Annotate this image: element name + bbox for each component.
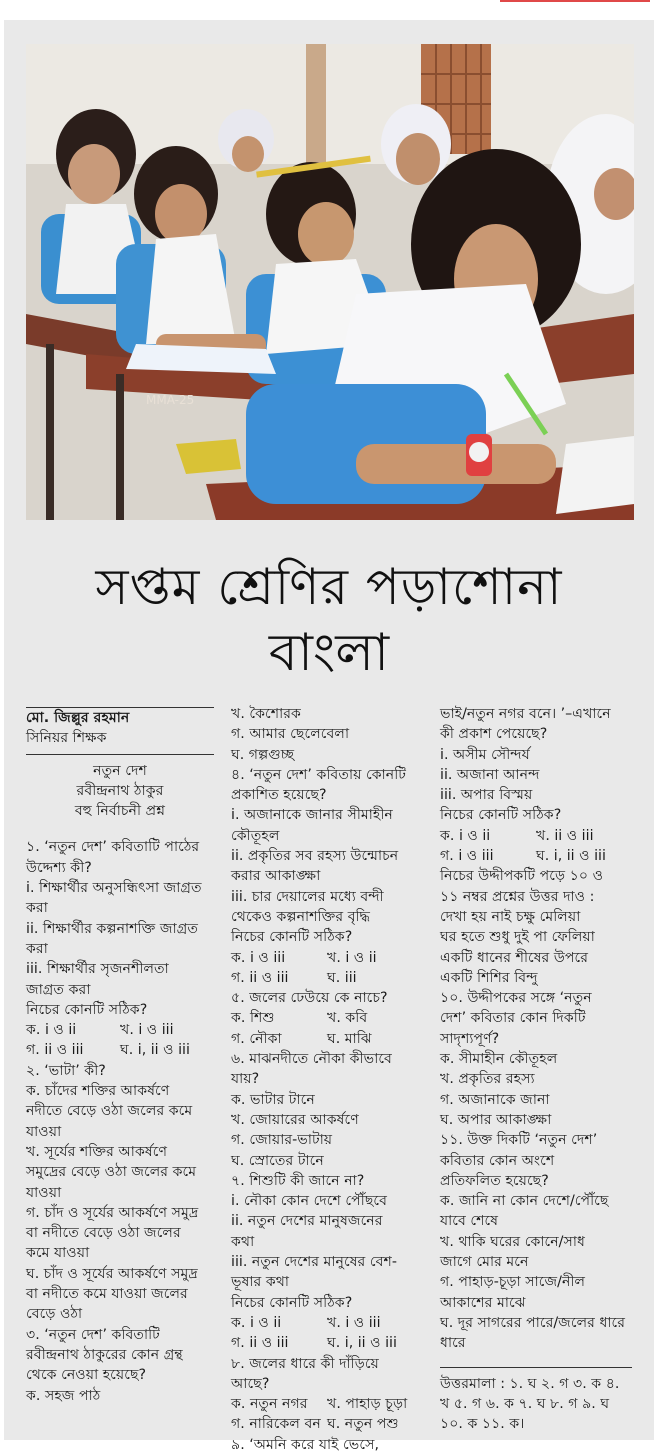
answer-key — [440, 1374, 632, 1435]
text-line: গ. অজানাকে জানা — [440, 1091, 550, 1108]
text-line: ভাই/নতুন নগর বনে। ’–এখানে — [440, 706, 611, 722]
option-text: খ. ii ও iii — [536, 827, 594, 844]
option-text: গ. ii ও iii — [231, 969, 289, 986]
option-text: ক. নতুন নগর — [231, 1396, 308, 1413]
text-line: ঘ. গল্পগুচ্ছ — [231, 746, 295, 763]
option-row — [231, 948, 423, 968]
text-line: ৭. শিশুটি কী জানে না? — [231, 1172, 365, 1189]
option-row — [231, 1008, 423, 1028]
text-line: খ. থাকি ঘরের কোনে/সাধ — [440, 1233, 585, 1250]
option-text: খ. i ও iii — [120, 1022, 174, 1039]
newspaper-page — [4, 20, 654, 1453]
option-text: ক. i ও iii — [231, 949, 286, 966]
option-row — [231, 968, 423, 988]
text-line: ক. সীমাহীন কৌতূহল — [440, 1051, 558, 1068]
option-text: গ. নৌকা — [231, 1030, 282, 1047]
text-line: ভূষার কথা — [231, 1274, 290, 1291]
text-line: ৩. ‘নতুন দেশ’ কবিতাটি — [26, 1326, 160, 1343]
option-text: ক. i ও ii — [26, 1022, 77, 1039]
text-line: i. শিক্ষার্থীর অনুসন্ধিৎসা জাগ্রত — [26, 880, 202, 897]
column-3 — [440, 704, 632, 1434]
text-line: iii. চার দেয়ালের মধ্যে বন্দী — [231, 888, 384, 905]
option-row — [231, 1414, 423, 1434]
option-text: ঘ. i, ii ও iii — [536, 848, 606, 865]
text-line: খ. জোয়ারের আকর্ষণে — [231, 1111, 359, 1128]
option-text: খ. i ও ii — [327, 949, 377, 966]
text-line: প্রতিফলিত হয়েছে? — [440, 1172, 549, 1189]
option-text: ঘ. i, ii ও iii — [120, 1042, 190, 1059]
text-line: কবিতার কোন অংশে — [440, 1152, 555, 1169]
text-line: ক. সহজ পাঠ — [26, 1387, 101, 1404]
text-line: iii. শিক্ষার্থীর সৃজনশীলতা — [26, 961, 169, 978]
text-line: আকাশের মাঝে — [440, 1294, 526, 1311]
text-line: প্রকাশিত হয়েছে? — [231, 787, 327, 804]
text-line: যাওয়া — [26, 1123, 62, 1140]
text-line: জাগে মোর মনে — [440, 1254, 529, 1271]
text-line: ii. নতুন দেশের মানুষজনের — [231, 1213, 383, 1230]
option-text: খ. কবি — [327, 1010, 368, 1027]
text-line: ক. চাঁদের শক্তির আকর্ষণে — [26, 1083, 170, 1100]
option-text: খ. i ও iii — [327, 1314, 381, 1331]
text-line: গ. চাঁদ ও সূর্যের আকর্ষণে সমুদ্র — [26, 1204, 199, 1221]
option-row — [231, 1029, 423, 1049]
text-line: উত্তরমালা : ১. ঘ ২. গ ৩. ক ৪. — [440, 1375, 620, 1392]
text-line: খ. প্রকৃতির রহস্য — [440, 1071, 535, 1088]
column-3-body — [440, 704, 632, 1354]
text-line: i. নৌকা কোন দেশে পৌঁছবে — [231, 1193, 388, 1210]
text-line: নিচের কোনটি সঠিক? — [231, 1294, 353, 1311]
option-text: ঘ. iii — [327, 969, 357, 986]
text-line: ঘ. চাঁদ ও সূর্যের আকর্ষণে সমুদ্র — [26, 1265, 198, 1282]
text-line: ২. ‘ভাটা’ কী? — [26, 1062, 106, 1079]
text-line: যায়? — [231, 1071, 260, 1088]
text-line: থেকে নেওয়া হয়েছে? — [26, 1367, 147, 1384]
text-line: ধারে — [440, 1335, 466, 1352]
text-line: বা নদীতে বেড়ে ওঠা জলের — [26, 1225, 181, 1242]
text-line: আছে? — [231, 1375, 270, 1392]
text-line: খ. কৈশোরক — [231, 706, 301, 722]
text-line: গ. পাহাড়-চূড়া সাজে/নীল — [440, 1274, 586, 1291]
option-text: ঘ. নতুন পশু — [327, 1416, 399, 1433]
column-2-body — [231, 704, 423, 1455]
text-line: নিচের কোনটি সঠিক? — [231, 929, 353, 946]
text-line: ঘ. অপার আকাঙ্ক্ষা — [440, 1111, 552, 1128]
text-line: ৫. জলের ঢেউয়ে কে নাচে? — [231, 990, 388, 1007]
author-name: মো. জিল্লুর রহমান — [26, 710, 130, 726]
option-text: গ. i ও iii — [440, 848, 494, 865]
text-line: কৌতূহল — [231, 827, 280, 844]
text-line: ৬. মাঝনদীতে নৌকা কীভাবে — [231, 1051, 392, 1068]
text-line: ১১. উক্ত দিকটি ‘নতুন দেশ’ — [440, 1132, 598, 1149]
option-text: ক. i ও ii — [440, 827, 491, 844]
text-line: নিচের উদ্দীপকটি পড়ে ১০ ও — [440, 868, 604, 885]
option-text: ক. i ও ii — [231, 1314, 282, 1331]
text-line: নিচের কোনটি সঠিক? — [440, 807, 562, 824]
text-line: ৮. জলের ধারে কী দাঁড়িয়ে — [231, 1355, 379, 1372]
text-line: একটি শিশির বিন্দু — [440, 969, 538, 986]
option-row — [440, 846, 632, 866]
top-accent-line — [0, 0, 666, 2]
option-row — [26, 1020, 214, 1040]
text-line: নদীতে বেড়ে ওঠা জলের কমে — [26, 1103, 193, 1120]
text-line: কমে যাওয়া — [26, 1245, 90, 1262]
option-row — [26, 1040, 214, 1060]
option-row — [440, 826, 632, 846]
option-row — [231, 1394, 423, 1414]
text-line: ১০. ক ১১. ক। — [440, 1416, 525, 1433]
option-text: খ. পাহাড় চূড়া — [327, 1396, 408, 1413]
option-text: গ. ii ও iii — [231, 1335, 289, 1352]
option-text: ঘ. i, ii ও iii — [327, 1335, 397, 1352]
text-line: বা নদীতে কমে যাওয়া জলের — [26, 1286, 188, 1303]
text-line: iii. অপার বিস্ময় — [440, 787, 533, 804]
text-line: গ. জোয়ার-ভাটায় — [231, 1132, 333, 1149]
text-line: ii. প্রকৃতির সব রহস্য উন্মোচন — [231, 848, 399, 865]
text-line: ঘ. দূর সাগরের পারে/জলের ধারে — [440, 1314, 626, 1331]
text-line: খ ৫. গ ৬. ক ৭. ঘ ৮. গ ৯. ঘ — [440, 1395, 610, 1412]
text-line: করা — [26, 900, 48, 917]
text-line: খ. সূর্যের শক্তির আকর্ষণে — [26, 1143, 168, 1160]
headline-line2: বাংলা — [268, 623, 390, 683]
text-line: iii. নতুন দেশের মানুষের বেশ- — [231, 1254, 398, 1271]
desk-marking: MMA-25 — [146, 393, 195, 407]
text-line: ১১ নম্বর প্রশ্নের উত্তর দাও : — [440, 888, 595, 905]
author-role: সিনিয়র শিক্ষক — [26, 730, 107, 747]
text-line: ii. শিক্ষার্থীর কল্পনাশক্তি জাগ্রত — [26, 920, 198, 937]
text-line: রবীন্দ্রনাথ ঠাকুরের কোন গ্রন্থ — [26, 1346, 183, 1363]
text-line: ১০. উদ্দীপকের সঙ্গে ‘নতুন — [440, 990, 592, 1007]
exam-photo — [26, 44, 634, 520]
text-line: উদ্দেশ্য কী? — [26, 859, 92, 876]
text-line: কী প্রকাশ পেয়েছে? — [440, 726, 548, 743]
option-text: ঘ. মাঝি — [327, 1030, 372, 1047]
text-line: থেকেও কল্পনাশক্তির বৃদ্ধি — [231, 908, 371, 925]
section-topic: নতুন দেশ — [93, 762, 147, 779]
text-line: জাগ্রত করা — [26, 981, 91, 998]
text-line: সমুদ্রের বেড়ে ওঠা জলের কমে — [26, 1164, 197, 1181]
text-line: বেড়ে ওঠা — [26, 1306, 83, 1323]
text-line: একটি ধানের শীষের উপরে — [440, 949, 589, 966]
text-line: যাবে শেষে — [440, 1213, 499, 1230]
column-1 — [26, 704, 214, 1406]
text-line: যাওয়া — [26, 1184, 62, 1201]
text-line: ১. ‘নতুন দেশ’ কবিতাটি পাঠের — [26, 839, 200, 856]
column-1-body — [26, 837, 214, 1405]
text-line: ৪. ‘নতুন দেশ’ কবিতায় কোনটি — [231, 766, 407, 783]
text-line: ক. ভাটার টানে — [231, 1091, 315, 1108]
text-line: দেশ’ কবিতার কোন দিকটি — [440, 1010, 586, 1027]
section-poet: রবীন্দ্রনাথ ঠাকুর — [76, 782, 164, 799]
text-line: i. অসীম সৌন্দর্য — [440, 746, 530, 763]
option-text: গ. ii ও iii — [26, 1042, 84, 1059]
text-line: নিচের কোনটি সঠিক? — [26, 1001, 148, 1018]
text-line: কথা — [231, 1233, 255, 1250]
text-line: সাদৃশ্যপূর্ণ? — [440, 1030, 500, 1047]
text-line: করার আকাঙ্ক্ষা — [231, 868, 321, 885]
column-2 — [231, 704, 423, 1455]
text-line: দেখা হয় নাই চক্ষু মেলিয়া — [440, 908, 581, 925]
section-type: বহু নির্বাচনী প্রশ্ন — [74, 803, 166, 820]
text-line: ঘর হতে শুধু দুই পা ফেলিয়া — [440, 929, 595, 946]
text-line: ৯. ‘অমনি করে যাই ভেসে, — [231, 1436, 379, 1453]
option-row — [231, 1313, 423, 1333]
text-line: করা — [26, 940, 48, 957]
text-line: i. অজানাকে জানার সীমাহীন — [231, 807, 393, 824]
text-line: ঘ. স্রোতের টানে — [231, 1152, 324, 1169]
option-row — [231, 1333, 423, 1353]
option-text: ক. শিশু — [231, 1010, 275, 1027]
text-line: ক. জানি না কোন দেশে/পৌঁছে — [440, 1193, 609, 1210]
option-text: গ. নারিকেল বন — [231, 1416, 321, 1433]
text-line: গ. আমার ছেলেবেলা — [231, 726, 350, 743]
headline-line1: সপ্তম শ্রেণির পড়াশোনা — [95, 558, 563, 616]
text-line: ii. অজানা আনন্দ — [440, 766, 540, 783]
